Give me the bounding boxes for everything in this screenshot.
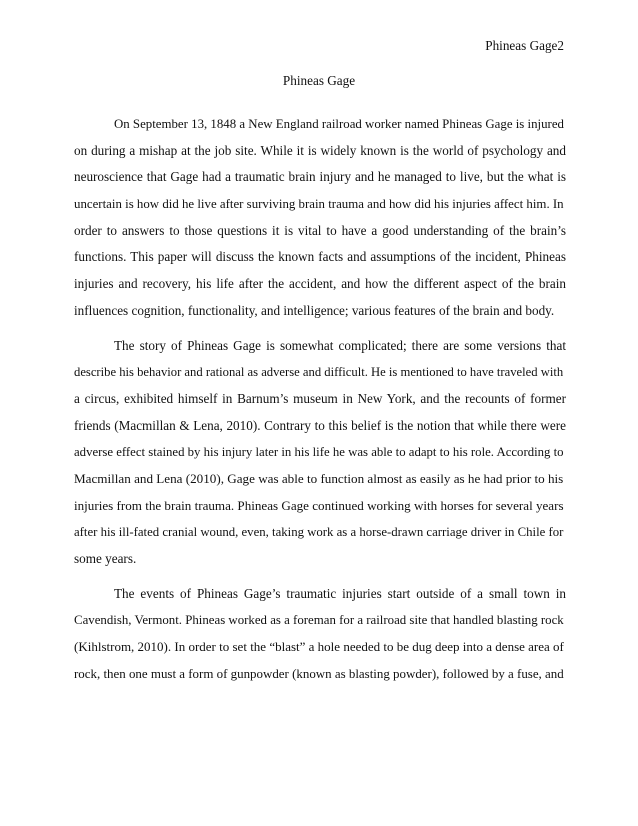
paragraph-line: On September 13, 1848 a New England railroad worker named Phineas Gage is injured bbox=[114, 117, 564, 131]
paragraph-2 bbox=[74, 333, 566, 573]
paragraph-line: injuries from the brain trauma. Phineas Gage continued working with horses for several years bbox=[74, 497, 564, 513]
paragraph-line: on during a mishap at the job site. While it is widely known is the world of psychology and bbox=[74, 142, 566, 158]
document-body bbox=[74, 111, 566, 695]
paragraph-line: some years. bbox=[74, 551, 137, 566]
paragraph-line: adverse effect stained by his injury later in his life he was able to adapt to his role. According to bbox=[74, 445, 564, 460]
paragraph-line: after his ill-fated cranial wound, even, taking work as a horse-drawn carriage driver in Chile for bbox=[74, 525, 564, 540]
paragraph-3 bbox=[74, 581, 566, 688]
paragraph-line: influences cognition, functionality, and intelligence; various features of the brain and body. bbox=[74, 302, 555, 318]
paragraph-line: order to answers to those questions it is vital to have a good understanding of the brain’s bbox=[74, 222, 566, 238]
paragraph-line: uncertain is how did he live after surviving brain trauma and how did his injuries affect him. In bbox=[74, 197, 564, 212]
paragraph-line: neuroscience that Gage had a traumatic brain injury and he managed to live, but the what is bbox=[74, 169, 566, 185]
running-head: Phineas Gage2 bbox=[485, 38, 564, 53]
paragraph-line: Macmillan and Lena (2010), Gage was able to function almost as easily as he had prior to his bbox=[74, 470, 564, 486]
paragraph-line: a circus, exhibited himself in Barnum’s museum in New York, and the recounts of former bbox=[74, 390, 566, 406]
paragraph-line: (Kihlstrom, 2010). In order to set the “blast” a hole needed to be dug deep into a dense area of bbox=[74, 639, 564, 655]
paragraph-line: The events of Phineas Gage’s traumatic injuries start outside of a small town in bbox=[114, 585, 566, 601]
paragraph-line: Cavendish, Vermont. Phineas worked as a foreman for a railroad site that handled blasting rock bbox=[74, 613, 564, 628]
paragraph-line: rock, then one must a form of gunpowder (known as blasting powder), followed by a fuse, and bbox=[74, 665, 564, 681]
paragraph-line: functions. This paper will discuss the known facts and assumptions of the incident, Phineas bbox=[74, 249, 566, 265]
paragraph-1 bbox=[74, 111, 566, 325]
paragraph-line: friends (Macmillan & Lena, 2010). Contrary to this belief is the notion that while there were bbox=[74, 417, 566, 433]
document-title: Phineas Gage bbox=[282, 73, 356, 88]
paragraph-line: injuries and recovery, his life after the accident, and how the different aspect of the brain bbox=[74, 276, 566, 292]
paragraph-line: describe his behavior and rational as adverse and difficult. He is mentioned to have traveled with bbox=[74, 365, 564, 380]
paragraph-line: The story of Phineas Gage is somewhat complicated; there are some versions that bbox=[114, 337, 566, 353]
